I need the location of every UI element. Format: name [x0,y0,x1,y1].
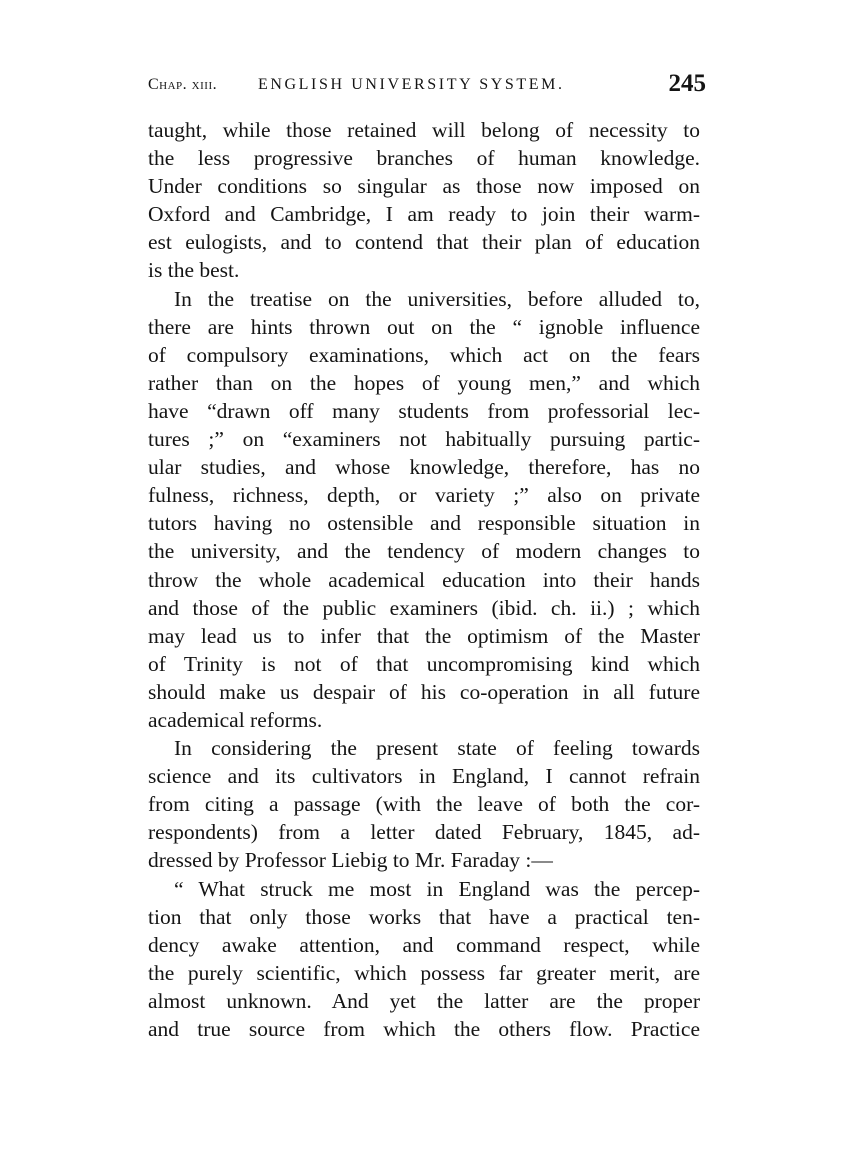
running-title: ENGLISH UNIVERSITY SYSTEM. [258,76,565,93]
text-line: the university, and the tendency of modern changes to [148,539,700,564]
text-line: have “drawn off many students from professorial lec- [148,398,700,423]
text-line: and true source from which the others flow. Practice [148,1017,700,1041]
running-head [148,70,708,106]
text-line: dressed by Professor Liebig to Mr. Faraday :— [148,848,553,873]
text-line: “ What struck me most in England was the percep- [174,876,700,901]
text-line: taught, while those retained will belong of necessity to [148,118,700,142]
chapter-label: Chap. xiii. [148,76,218,93]
text-line: throw the whole academical education into their hands [148,567,700,592]
text-line: Oxford and Cambridge, I am ready to join their warm- [148,202,700,227]
text-line: science and its cultivators in England, I cannot refrain [148,764,700,789]
text-line: almost unknown. And yet the latter are the proper [148,988,700,1013]
text-line: ular studies, and whose knowledge, therefore, has no [148,455,700,480]
text-line: est eulogists, and to contend that their plan of education [148,230,700,255]
text-line: respondents) from a letter dated February, 1845, ad- [148,820,700,845]
text-line: fulness, richness, depth, or variety ;” also on private [148,483,700,508]
text-line: tutors having no ostensible and responsible situation in [148,511,700,536]
text-line: In the treatise on the universities, before alluded to, [174,286,700,311]
text-line: and those of the public examiners (ibid. ch. ii.) ; which [148,595,700,620]
text-line: dency awake attention, and command respect, while [148,932,700,957]
text-line: tion that only those works that have a practical ten- [148,904,700,929]
text-line: Under conditions so singular as those now imposed on [148,174,700,199]
text-line: tures ;” on “examiners not habitually pursuing partic- [148,427,700,452]
text-line: should make us despair of his co-operation in all future [148,679,700,704]
text-line: In considering the present state of feeling towards [174,736,700,761]
text-line: of compulsory examinations, which act on the fears [148,342,700,367]
text-line: academical reforms. [148,707,323,732]
text-line: may lead us to infer that the optimism of the Master [148,623,700,648]
text-line: is the best. [148,258,240,283]
text-line: there are hints thrown out on the “ ignoble influence [148,314,700,339]
page-number: 245 [668,70,706,97]
text-line: from citing a passage (with the leave of both the cor- [148,792,700,817]
text-line: of Trinity is not of that uncompromising kind which [148,651,700,676]
text-line: the less progressive branches of human knowledge. [148,146,700,171]
body-text [148,116,700,1043]
text-line: rather than on the hopes of young men,” and which [148,370,700,395]
text-line: the purely scientific, which possess far greater merit, are [148,960,700,985]
